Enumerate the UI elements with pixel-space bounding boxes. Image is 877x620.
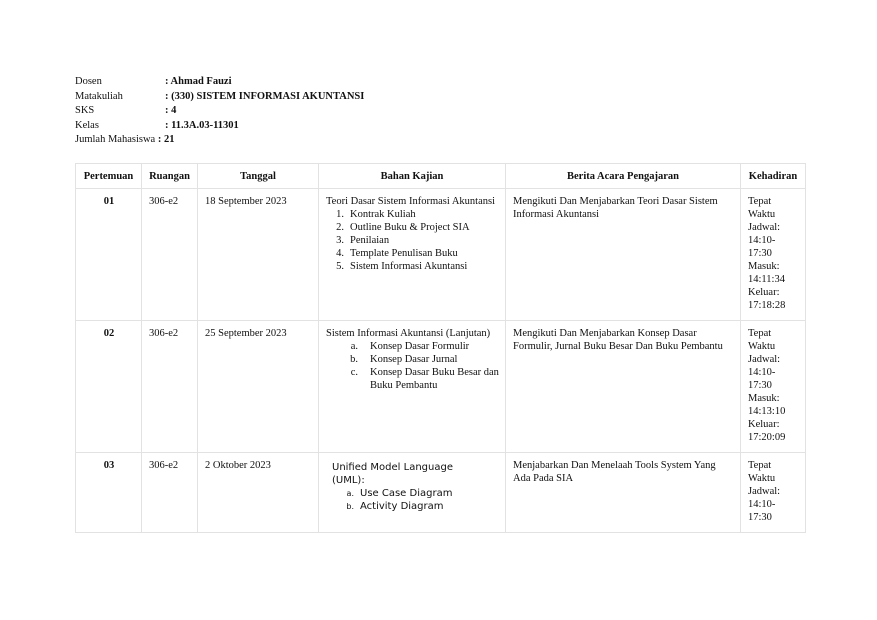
bahan-list	[332, 487, 499, 513]
list-number: b.	[346, 502, 354, 511]
cell-kehadiran	[741, 189, 806, 321]
cell-pertemuan: 02	[76, 321, 142, 453]
kehadiran-line: Tepat	[748, 196, 772, 207]
list-text: Template Penulisan Buku	[350, 248, 458, 259]
list-text: Kontrak Kuliah	[350, 209, 416, 220]
bahan-title: Sistem Informasi Akuntansi (Lanjutan)	[326, 328, 491, 339]
bahan-title: Unified Model Language (UML):	[332, 462, 453, 486]
kehadiran-line: Waktu	[748, 341, 776, 352]
kehadiran-line: 17:30	[748, 380, 772, 391]
bahan-list	[326, 208, 499, 273]
list-text: Outline Buku & Project SIA	[350, 222, 470, 233]
table-row	[76, 453, 806, 533]
info-row-dosen	[75, 75, 364, 90]
cell-kehadiran	[741, 453, 806, 533]
table-header-row	[76, 164, 806, 189]
info-label: Jumlah Mahasiswa	[75, 134, 156, 145]
kehadiran-line: 14:10-	[748, 367, 776, 378]
list-text: Use Case Diagram	[360, 488, 453, 499]
bahan-list	[326, 340, 499, 392]
header-pertemuan: Pertemuan	[76, 164, 142, 189]
kehadiran-line: Waktu	[748, 473, 776, 484]
cell-bahan-kajian	[319, 189, 506, 321]
header-berita-acara: Berita Acara Pengajaran	[506, 164, 741, 189]
list-item	[326, 208, 499, 221]
list-number: 5.	[336, 261, 344, 272]
list-number: a.	[350, 341, 358, 352]
info-row-matakuliah	[75, 90, 364, 105]
info-label: Matakuliah	[75, 90, 123, 102]
list-number: 1.	[336, 209, 344, 220]
list-text: Activity Diagram	[360, 501, 444, 512]
header-ruangan: Ruangan	[142, 164, 198, 189]
list-item	[326, 260, 499, 273]
info-value: : 11.3A.03-11301	[165, 119, 239, 131]
list-text: Konsep Dasar Buku Besar dan Buku Pembantu	[370, 367, 499, 391]
info-value: : 21	[155, 134, 175, 145]
bahan-uml-block	[326, 459, 499, 513]
list-item	[326, 247, 499, 260]
info-row-sks	[75, 104, 364, 119]
cell-berita-acara: Menjabarkan Dan Menelaah Tools System Yang Ada Pada SIA	[506, 453, 741, 533]
kehadiran-line: 14:10-	[748, 499, 776, 510]
kehadiran-line: Tepat	[748, 328, 772, 339]
kehadiran-line: Jadwal:	[748, 486, 781, 497]
info-value: : (330) SISTEM INFORMASI AKUNTANSI	[165, 90, 365, 102]
kehadiran-line: 17:30	[748, 248, 772, 259]
kehadiran-line: Keluar:	[748, 287, 780, 298]
cell-kehadiran	[741, 321, 806, 453]
list-text: Konsep Dasar Jurnal	[370, 354, 458, 365]
course-info	[75, 75, 364, 148]
cell-tanggal: 18 September 2023	[198, 189, 319, 321]
list-item	[332, 500, 499, 513]
list-item	[346, 340, 499, 353]
cell-pertemuan: 03	[76, 453, 142, 533]
cell-tanggal: 2 Oktober 2023	[198, 453, 319, 533]
cell-ruangan: 306-e2	[142, 321, 198, 453]
list-item	[332, 487, 499, 500]
kehadiran-line: Keluar:	[748, 419, 780, 430]
header-tanggal: Tanggal	[198, 164, 319, 189]
info-value: : 4	[165, 105, 177, 116]
header-bahan-kajian: Bahan Kajian	[319, 164, 506, 189]
info-row-kelas	[75, 119, 364, 134]
kehadiran-line: 17:20:09	[748, 432, 786, 443]
cell-bahan-kajian	[319, 321, 506, 453]
kehadiran-line: Masuk:	[748, 261, 780, 272]
list-item	[326, 221, 499, 234]
list-item	[346, 366, 499, 392]
cell-ruangan: 306-e2	[142, 189, 198, 321]
list-item	[346, 353, 499, 366]
list-text: Sistem Informasi Akuntansi	[350, 261, 468, 272]
list-item	[326, 234, 499, 247]
kehadiran-line: 14:13:10	[748, 406, 786, 417]
table-row	[76, 189, 806, 321]
list-number: c.	[350, 367, 358, 378]
kehadiran-line: Jadwal:	[748, 354, 781, 365]
cell-pertemuan: 01	[76, 189, 142, 321]
list-number: b.	[350, 354, 358, 365]
kehadiran-line: Masuk:	[748, 393, 780, 404]
kehadiran-line: 14:10-	[748, 235, 776, 246]
kehadiran-line: 17:30	[748, 512, 772, 523]
bahan-title: Teori Dasar Sistem Informasi Akuntansi	[326, 196, 495, 207]
kehadiran-line: Waktu	[748, 209, 776, 220]
info-row-jumlah-mahasiswa	[75, 133, 364, 148]
header-kehadiran: Kehadiran	[741, 164, 806, 189]
kehadiran-line: Jadwal:	[748, 222, 781, 233]
cell-tanggal: 25 September 2023	[198, 321, 319, 453]
info-label: SKS	[75, 105, 95, 116]
table-row	[76, 321, 806, 453]
info-value: : Ahmad Fauzi	[165, 76, 232, 87]
kehadiran-line: Tepat	[748, 460, 772, 471]
cell-ruangan: 306-e2	[142, 453, 198, 533]
kehadiran-line: 17:18:28	[748, 300, 786, 311]
list-number: a.	[346, 489, 354, 498]
info-label: Dosen	[75, 76, 102, 87]
cell-bahan-kajian	[319, 453, 506, 533]
lecture-journal-table	[75, 163, 806, 533]
kehadiran-line: 14:11:34	[748, 274, 785, 285]
cell-berita-acara: Mengikuti Dan Menjabarkan Konsep Dasar Formulir, Jurnal Buku Besar Dan Buku Pembantu	[506, 321, 741, 453]
list-number: 3.	[336, 235, 344, 246]
info-label: Kelas	[75, 119, 99, 131]
list-number: 2.	[336, 222, 344, 233]
cell-berita-acara: Mengikuti Dan Menjabarkan Teori Dasar Sistem Informasi Akuntansi	[506, 189, 741, 321]
list-text: Konsep Dasar Formulir	[370, 341, 470, 352]
list-text: Penilaian	[350, 235, 390, 246]
list-number: 4.	[336, 248, 344, 259]
